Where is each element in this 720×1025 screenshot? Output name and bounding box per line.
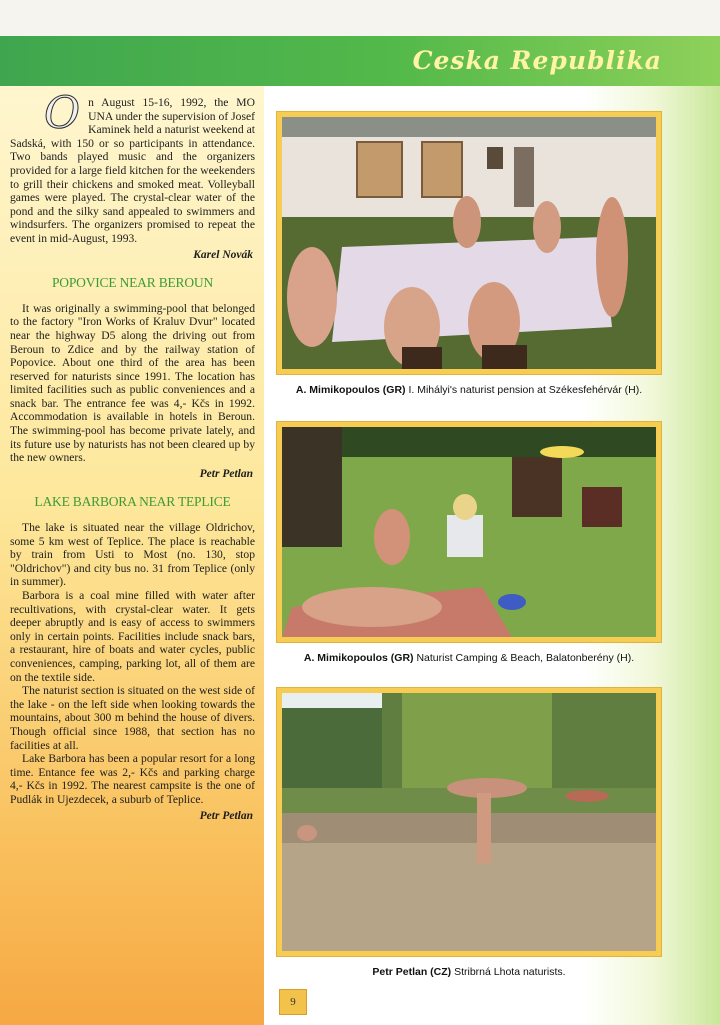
intro-text: n August 15-16, 1992, the MO UNA under the supervision of Josef Kaminek held a naturist weekend at Sadská, with 150 or so participants in attendance. Two bands played music and the organizers provided for a large field kitchen for the weekenders to grill their chickens and smoked meat. Volleyball games were played. The crystal-clear water of the pond and the silky sand appealed to swimmers and windsurfers. The organizers promised to repeat the event in mid-August, 1993.: [10, 96, 255, 245]
barbora-byline: Petr Petlan: [199, 809, 253, 822]
photo-frame-camping: [277, 422, 661, 642]
photo-caption-lake: [277, 966, 661, 978]
photo-camping: [282, 427, 656, 637]
photo-caption-text: I. Mihályi's naturist pension at Székesfehérvár (H).: [408, 384, 643, 396]
barbora-paragraph: The lake is situated near the village Oldrichov, some 5 km west of Teplice. The place is reachable by train from Usti to Most (no. 130, stop "Oldrichov") and city bus no. 31 from Teplice (only in summer).: [10, 521, 255, 589]
photo-caption-pension: [277, 384, 661, 396]
photo-lake: [282, 693, 656, 951]
photo-caption-text: Stribrná Lhota naturists.: [454, 966, 566, 978]
photo-credit: Petr Petlan (CZ): [372, 966, 452, 978]
page-title: Ceska Republika: [412, 46, 662, 75]
intro-paragraph: [10, 88, 255, 246]
barbora-paragraph: The naturist section is situated on the west side of the lake - on the left side when looking towards the mountains, about 300 m behind the house of divers. Though official since 1988, that section has no facilities at all.: [10, 684, 255, 752]
page-number: 9: [279, 989, 307, 1015]
photo-credit: A. Mimikopoulos (GR): [295, 384, 406, 396]
photo-caption-text: Naturist Camping & Beach, Balatonberény (H).: [416, 652, 635, 664]
photo-frame-lake: [277, 688, 661, 956]
popovice-paragraph: It was originally a swimming-pool that belonged to the factory "Iron Works of Kraluv Dvur" located near the highway D5 along the driving out from Beroun to Zdice and by the railway station of Popovice. About one third of the area has been reserved for naturists since 1991. The location has limited facilities such as public conveniences and a snack bar. The entrance fee was 4,- Kčs in 1992. Accommodation is available in hotels in Beroun. The swimming-pool has become private lately, and its future use by naturists has not been cleared up by the new owners.: [10, 301, 255, 465]
intro-byline: Karel Novák: [193, 248, 253, 261]
drop-cap: O: [44, 88, 81, 139]
photo-frame-pension: [277, 112, 661, 374]
section-heading-popovice: POPOVICE NEAR BEROUN: [51, 275, 213, 291]
photo-caption-camping: [277, 652, 661, 664]
article-text: [10, 88, 255, 823]
popovice-byline: Petr Petlan: [199, 467, 253, 480]
barbora-paragraph: Lake Barbora has been a popular resort for a long time. Entance fee was 2,- Kčs and parking charge 4,- Kčs in 1992. The nearest campsite is the one of Pudlák in Ujezdecek, a suburb of Teplice.: [10, 752, 255, 806]
top-margin: [0, 0, 720, 36]
photo-credit: A. Mimikopoulos (GR): [303, 652, 414, 664]
section-heading-barbora: LAKE BARBORA NEAR TEPLICE: [34, 494, 231, 510]
photo-pension: [282, 117, 656, 369]
barbora-paragraph: Barbora is a coal mine filled with water after recultivations, with crystal-clear water. It gets deeper abruptly and is easy of access to swimmers only in certain points. Facilities include snack bars, a restaurant, hire of boats and water cycles, public conveniences, camping, parking lot, all of them are on the textile side.: [10, 589, 255, 684]
